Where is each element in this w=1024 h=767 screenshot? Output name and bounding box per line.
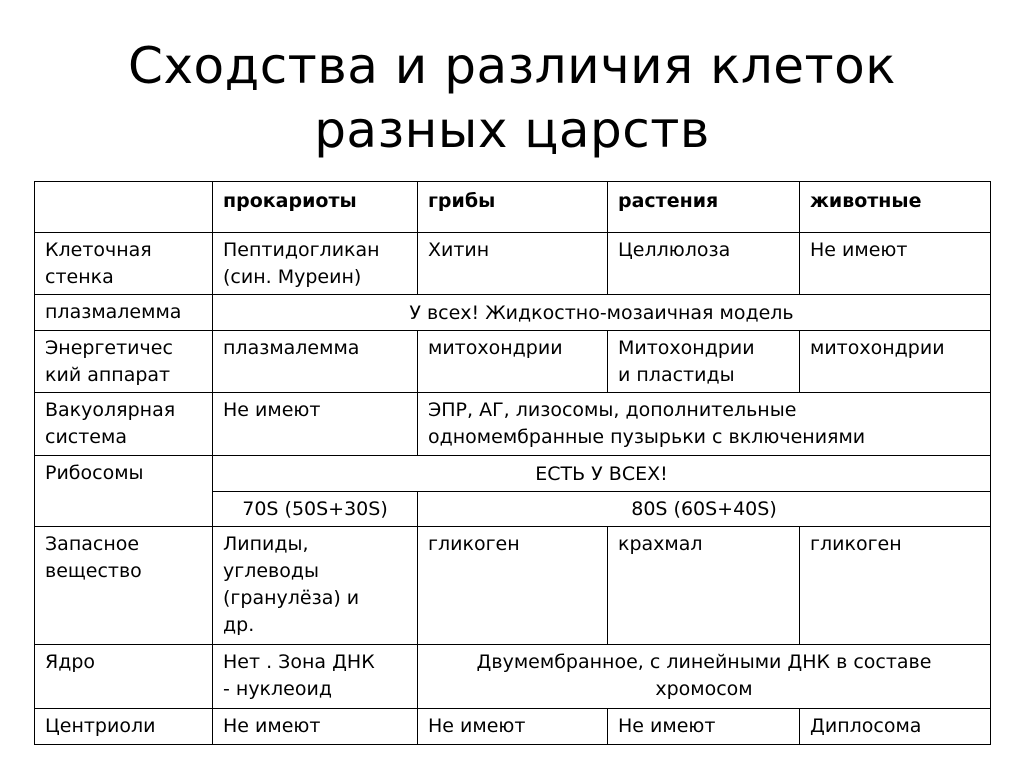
cell-line: Пептидогликан [223, 239, 380, 261]
table-row-energy [35, 331, 991, 393]
cell-wall-prokaryotes [213, 233, 418, 295]
nucleus-prokaryotes [213, 645, 418, 709]
cell-line: Липиды, [223, 533, 309, 555]
row-label-line: вещество [45, 560, 142, 582]
row-label-line: Клеточная [45, 239, 152, 261]
row-label-line: система [45, 426, 127, 448]
storage-plants: крахмал [608, 527, 800, 645]
header-corner-cell [35, 182, 213, 233]
centrioles-animals: Диплосома [800, 709, 991, 745]
energy-fungi: митохондрии [418, 331, 608, 393]
storage-fungi: гликоген [418, 527, 608, 645]
row-label-centrioles: Центриоли [35, 709, 213, 745]
energy-plants [608, 331, 800, 393]
ribosomes-all: ЕСТЬ У ВСЕХ! [213, 456, 991, 492]
cell-line: и пластиды [618, 364, 735, 386]
nucleus-eukaryotes [418, 645, 991, 709]
cell-line: (гранулёза) и [223, 587, 360, 609]
cell-line: др. [223, 614, 255, 636]
row-label-line: стенка [45, 266, 114, 288]
cell-wall-plants: Целлюлоза [608, 233, 800, 295]
header-animals: животные [800, 182, 991, 233]
header-fungi: грибы [418, 182, 608, 233]
cell-line: углеводы [223, 560, 320, 582]
row-label-line: Запасное [45, 533, 140, 555]
ribosomes-eukaryotes: 80S (60S+40S) [418, 492, 991, 527]
cell-line: Двумембранное, с линейными ДНК в составе [476, 651, 932, 673]
row-label-line: кий аппарат [45, 364, 171, 386]
header-prokaryotes: прокариоты [213, 182, 418, 233]
cell-line: хромосом [655, 678, 753, 700]
cell-line: Нет . Зона ДНК [223, 651, 375, 673]
table-header-row [35, 182, 991, 233]
cell-line: ЭПР, АГ, лизосомы, дополнительные [428, 399, 797, 421]
row-label-vacuolar [35, 393, 213, 456]
row-label-line: Энергетичес [45, 337, 173, 359]
row-label-storage [35, 527, 213, 645]
row-label-nucleus: Ядро [35, 645, 213, 709]
centrioles-plants: Не имеют [608, 709, 800, 745]
page-title [0, 34, 1024, 162]
storage-prokaryotes [213, 527, 418, 645]
row-label-plasmalemma: плазмалемма [35, 295, 213, 331]
vacuolar-eukaryotes [418, 393, 991, 456]
row-label-cell-wall [35, 233, 213, 295]
ribosomes-prokaryotes: 70S (50S+30S) [213, 492, 418, 527]
cell-wall-animals: Не имеют [800, 233, 991, 295]
row-label-line: Вакуолярная [45, 399, 176, 421]
plasmalemma-all: У всех! Жидкостно-мозаичная модель [213, 295, 991, 331]
cell-line: одномембранные пузырьки с включениями [428, 426, 866, 448]
table-row-nucleus [35, 645, 991, 709]
centrioles-fungi: Не имеют [418, 709, 608, 745]
header-plants: растения [608, 182, 800, 233]
comparison-table [34, 181, 991, 745]
energy-animals: митохондрии [800, 331, 991, 393]
cell-line: (син. Муреин) [223, 266, 362, 288]
table-row-storage [35, 527, 991, 645]
cell-line: - нуклеоид [223, 678, 332, 700]
table-row-plasmalemma [35, 295, 991, 331]
storage-animals: гликоген [800, 527, 991, 645]
vacuolar-prokaryotes: Не имеют [213, 393, 418, 456]
table-row-centrioles [35, 709, 991, 745]
row-label-energy [35, 331, 213, 393]
cell-wall-fungi: Хитин [418, 233, 608, 295]
table-row-cell-wall [35, 233, 991, 295]
centrioles-prokaryotes: Не имеют [213, 709, 418, 745]
title-line-2: разных царств [314, 101, 710, 159]
table-row-ribosomes [35, 456, 991, 492]
energy-prokaryotes: плазмалемма [213, 331, 418, 393]
row-label-ribosomes: Рибосомы [35, 456, 213, 527]
title-line-1: Сходства и различия клеток [128, 37, 896, 95]
cell-line: Митохондрии [618, 337, 755, 359]
table-row-vacuolar [35, 393, 991, 456]
